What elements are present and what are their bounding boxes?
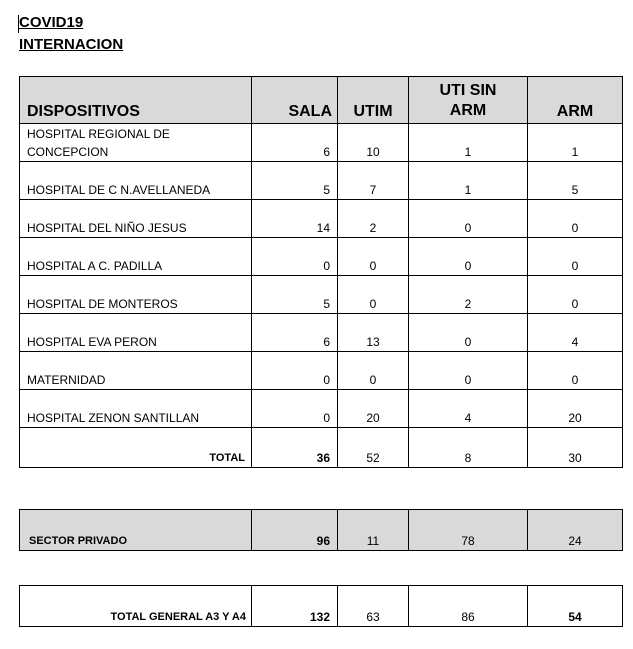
table-row: [20, 200, 623, 238]
hospital-table: [19, 76, 623, 468]
total-general-uti-sin-arm: 86: [409, 586, 528, 627]
sector-privado-label: SECTOR PRIVADO: [20, 510, 252, 551]
row-sala: 5: [252, 276, 338, 314]
total-label: TOTAL: [20, 428, 252, 468]
total-sala: 36: [252, 428, 338, 468]
header-row: [20, 77, 623, 124]
table-row: [20, 276, 623, 314]
total-general-label: TOTAL GENERAL A3 Y A4: [20, 586, 252, 627]
document-title: COVID19: [19, 14, 84, 31]
row-sala: 14: [252, 200, 338, 238]
total-row: [20, 428, 623, 468]
total-general-sala: 132: [252, 586, 338, 627]
row-uti-sin-arm: 2: [409, 276, 528, 314]
row-arm: 0: [528, 200, 623, 238]
table-row: [20, 352, 623, 390]
sector-privado-sala: 96: [252, 510, 338, 551]
sector-privado-arm: 24: [528, 510, 623, 551]
row-name: HOSPITAL DEL NIÑO JESUS: [20, 200, 252, 238]
total-utim: 52: [338, 428, 409, 468]
row-arm: 0: [528, 352, 623, 390]
document-subtitle: INTERNACION: [19, 36, 124, 53]
row-uti-sin-arm: 0: [409, 352, 528, 390]
table-row: [20, 390, 623, 428]
total-arm: 30: [528, 428, 623, 468]
row-utim: 0: [338, 238, 409, 276]
row-name: [20, 124, 252, 162]
row-sala: 6: [252, 314, 338, 352]
row-uti-sin-arm: 0: [409, 314, 528, 352]
header-uti-sin-arm-line2: ARM: [449, 102, 487, 119]
row-name: HOSPITAL DE MONTEROS: [20, 276, 252, 314]
sector-privado-row: [20, 510, 623, 551]
row-uti-sin-arm: 0: [409, 200, 528, 238]
header-sala: SALA: [252, 77, 338, 124]
row-name-line2: CONCEPCION: [27, 145, 109, 159]
row-utim: 0: [338, 352, 409, 390]
row-name-line1: HOSPITAL REGIONAL DE: [27, 127, 170, 141]
table-row: [20, 314, 623, 352]
row-utim: 13: [338, 314, 409, 352]
total-general-arm: 54: [528, 586, 623, 627]
row-utim: 10: [338, 124, 409, 162]
row-name: MATERNIDAD: [20, 352, 252, 390]
row-name: HOSPITAL EVA PERON: [20, 314, 252, 352]
table-row: [20, 124, 623, 162]
total-uti-sin-arm: 8: [409, 428, 528, 468]
row-arm: 1: [528, 124, 623, 162]
header-uti-sin-arm: [409, 77, 528, 124]
row-name: HOSPITAL DE C N.AVELLANEDA: [20, 162, 252, 200]
row-uti-sin-arm: 1: [409, 124, 528, 162]
header-arm: ARM: [528, 77, 623, 124]
row-name: HOSPITAL ZENON SANTILLAN: [20, 390, 252, 428]
row-name: HOSPITAL A C. PADILLA: [20, 238, 252, 276]
table-row: [20, 238, 623, 276]
row-sala: 0: [252, 238, 338, 276]
row-arm: 5: [528, 162, 623, 200]
total-general-table: [19, 585, 623, 627]
total-general-row: [20, 586, 623, 627]
row-arm: 0: [528, 238, 623, 276]
row-utim: 2: [338, 200, 409, 238]
row-sala: 0: [252, 352, 338, 390]
row-arm: 0: [528, 276, 623, 314]
row-sala: 6: [252, 124, 338, 162]
row-utim: 7: [338, 162, 409, 200]
header-utim: UTIM: [338, 77, 409, 124]
row-sala: 5: [252, 162, 338, 200]
sector-privado-uti-sin-arm: 78: [409, 510, 528, 551]
table-row: [20, 162, 623, 200]
header-dispositivos: DISPOSITIVOS: [20, 77, 252, 124]
row-sala: 0: [252, 390, 338, 428]
row-arm: 4: [528, 314, 623, 352]
row-uti-sin-arm: 0: [409, 238, 528, 276]
total-general-utim: 63: [338, 586, 409, 627]
row-uti-sin-arm: 1: [409, 162, 528, 200]
sector-privado-utim: 11: [338, 510, 409, 551]
header-uti-sin-arm-line1: UTI SIN: [439, 82, 497, 99]
row-utim: 0: [338, 276, 409, 314]
sector-privado-table: [19, 509, 623, 551]
row-uti-sin-arm: 4: [409, 390, 528, 428]
row-arm: 20: [528, 390, 623, 428]
row-utim: 20: [338, 390, 409, 428]
